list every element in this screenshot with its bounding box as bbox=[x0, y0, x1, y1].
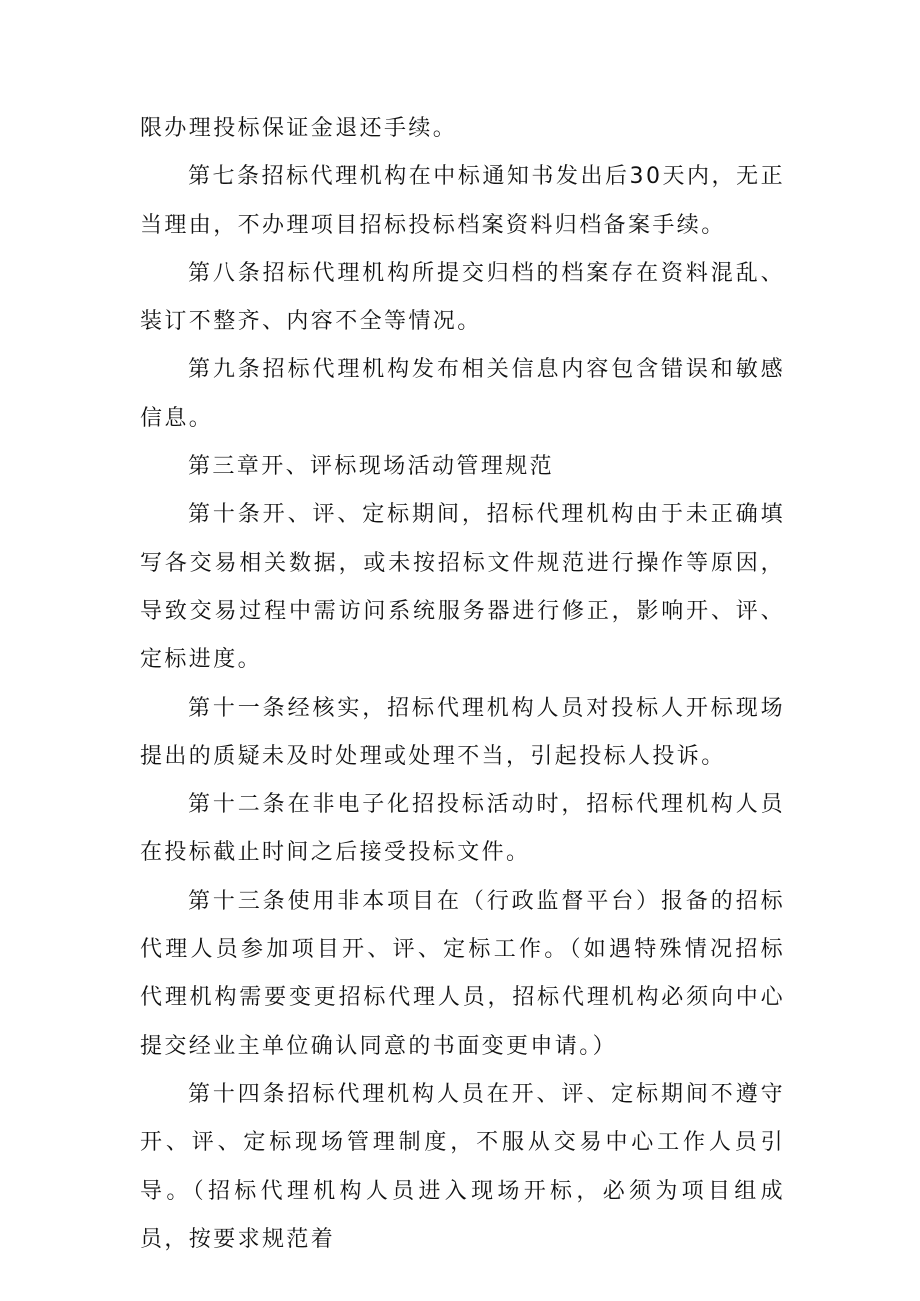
paragraph-article-14: 第十四条招标代理机构人员在开、评、定标期间不遵守开、评、定标现场管理制度，不服从交易中心工作人员引导。（招标代理机构人员进入现场开标，必须为项目组成员，按要求规范着 bbox=[140, 1081, 785, 1252]
document-body bbox=[140, 105, 785, 1264]
chapter-3-heading: 第三章开、评标现场活动管理规范 bbox=[188, 454, 555, 480]
paragraph-article-8: 第八条招标代理机构所提交归档的档案存在资料混乱、装订不整齐、内容不全等情况。 bbox=[140, 260, 785, 335]
paragraph-continuation: 限办理投标保证金退还手续。 bbox=[140, 116, 458, 141]
paragraph-article-12: 第十二条在非电子化招投标活动时，招标代理机构人员在投标截止时间之后接受投标文件。 bbox=[140, 792, 785, 866]
paragraph-article-7: 第七条招标代理机构在中标通知书发出后30天内，无正当理由，不办理项目招标投标档案资料归档备案手续。 bbox=[140, 164, 785, 238]
paragraph-article-11: 第十一条经核实，招标代理机构人员对投标人开标现场提出的质疑未及时处理或处理不当，引起投标人投诉。 bbox=[140, 695, 785, 769]
paragraph-article-13: 第十三条使用非本项目在（行政监督平台）报备的招标代理人员参加项目开、评、定标工作。（如遇特殊情况招标代理机构需要变更招标代理人员，招标代理机构必须向中心提交经业主单位确认同意的书面变更申请。） bbox=[140, 888, 785, 1059]
paragraph-article-9: 第九条招标代理机构发布相关信息内容包含错误和敏感信息。 bbox=[140, 357, 785, 431]
paragraph-article-10: 第十条开、评、定标期间，招标代理机构由于未正确填写各交易相关数据，或未按招标文件规范进行操作等原因，导致交易过程中需访问系统服务器进行修正，影响开、评、定标进度。 bbox=[140, 502, 785, 673]
